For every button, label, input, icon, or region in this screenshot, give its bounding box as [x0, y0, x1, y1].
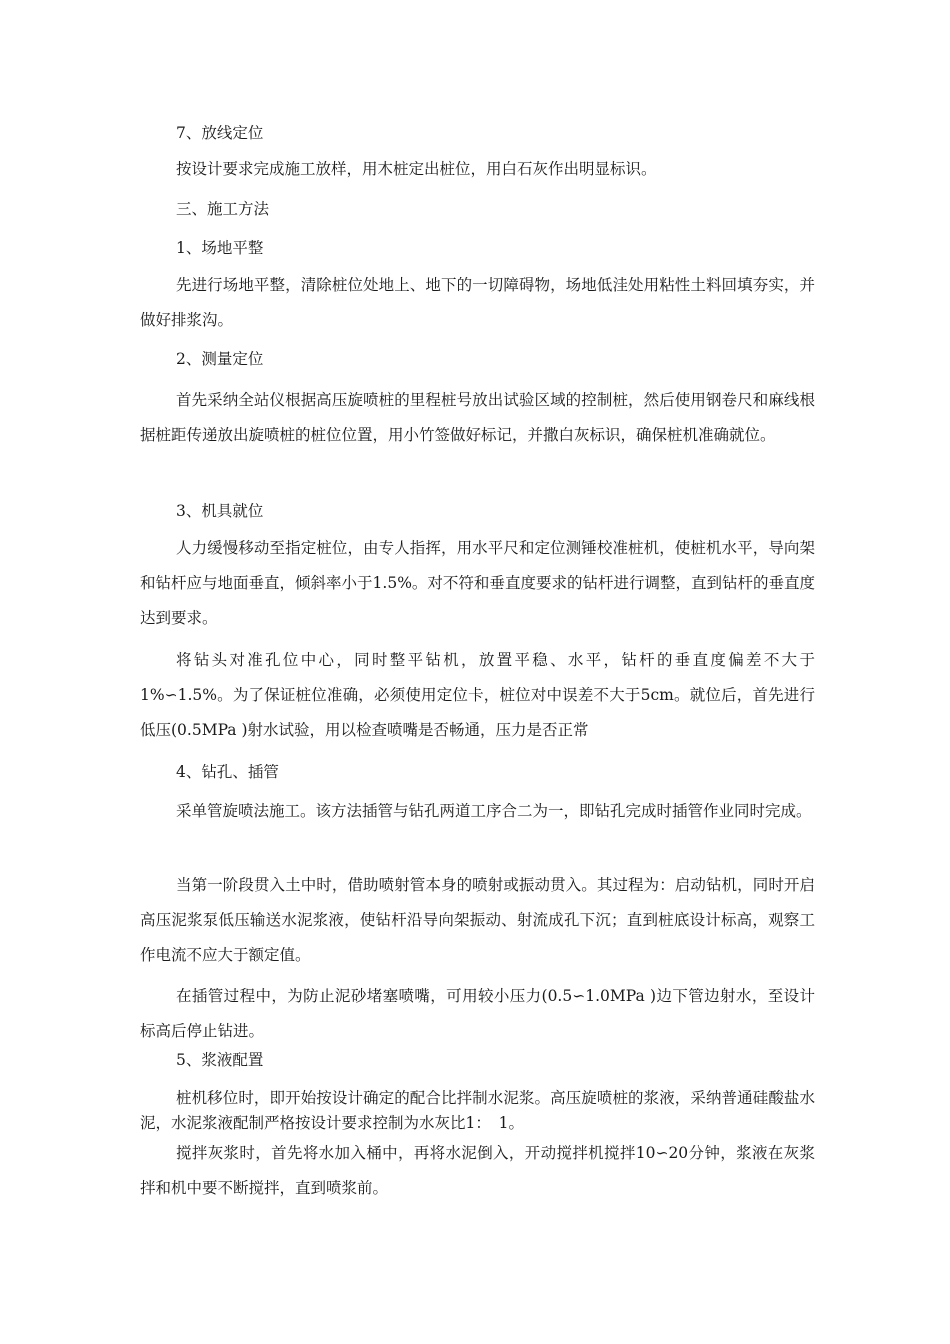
heading-3-equipment-positioning: 3、机具就位: [176, 502, 264, 520]
paragraph-water-jetting: 在插管过程中，为防止泥砂堵塞喷嘴，可用较小压力(0.5∽1.0MPa )边下管边射水，至设计标高后停止钻进。: [140, 987, 815, 1040]
paragraph-drill-alignment: 将钻头对准孔位中心，同时整平钻机，放置平稳、水平，钻杆的垂直度偏差不大于1%∽1.5%。为了保证桩位准确，必须使用定位卡，桩位对中误差不大于5cm。就位后，首先进行低压(0.5MPa )射水试验，用以检查喷嘴是否畅通，压力是否正常: [140, 651, 815, 739]
heading-7-layout-positioning: 7、放线定位: [176, 124, 264, 142]
heading-1-site-leveling: 1、场地平整: [176, 239, 264, 257]
paragraph-rig-leveling: 人力缓慢移动至指定桩位，由专人指挥，用水平尺和定位测锤校准桩机，使桩机水平，导向架和钻杆应与地面垂直，倾斜率小于1.5%。对不符和垂直度要求的钻杆进行调整，直到钻杆的垂直度达到要求。: [140, 539, 815, 627]
paragraph-first-stage-penetration: 当第一阶段贯入土中时，借助喷射管本身的喷射或振动贯入。其过程为：启动钻机，同时开启高压泥浆泵低压输送水泥浆液，使钻杆沿导向架振动、射流成孔下沉；直到桩底设计标高，观察工作电流不应大于额定值。: [140, 876, 815, 964]
paragraph-site-leveling: 先进行场地平整，清除桩位处地上、地下的一切障碍物，场地低洼处用粘性土料回填夯实，并做好排浆沟。: [140, 276, 815, 329]
paragraph-slurry-mixing-ratio: 桩机移位时，即开始按设计确定的配合比拌制水泥浆。高压旋喷桩的浆液，采纳普通硅酸盐水泥，水泥浆液配制严格按设计要求控制为水灰比1： 1。: [140, 1089, 815, 1132]
paragraph-stakeout: 按设计要求完成施工放样，用木桩定出桩位，用白石灰作出明显标识。: [176, 160, 657, 178]
paragraph-mixing-procedure: 搅拌灰浆时，首先将水加入桶中，再将水泥倒入，开动搅拌机搅拌10∽20分钟，浆液在灰浆拌和机中要不断搅拌，直到喷浆前。: [140, 1144, 815, 1197]
heading-5-slurry-preparation: 5、浆液配置: [176, 1051, 264, 1069]
heading-2-survey-positioning: 2、测量定位: [176, 350, 264, 368]
section-heading-construction-methods: 三、施工方法: [176, 200, 270, 218]
paragraph-survey-positioning: 首先采纳全站仪根据高压旋喷桩的里程桩号放出试验区域的控制桩，然后使用钢卷尺和麻线根据桩距传递放出旋喷桩的桩位位置，用小竹签做好标记，并撒白灰标识，确保桩机准确就位。: [140, 391, 815, 444]
heading-4-drilling-pipe-insertion: 4、钻孔、插管: [176, 763, 279, 781]
paragraph-single-pipe-method: 采单管旋喷法施工。该方法插管与钻孔两道工序合二为一，即钻孔完成时插管作业同时完成。: [176, 802, 812, 820]
